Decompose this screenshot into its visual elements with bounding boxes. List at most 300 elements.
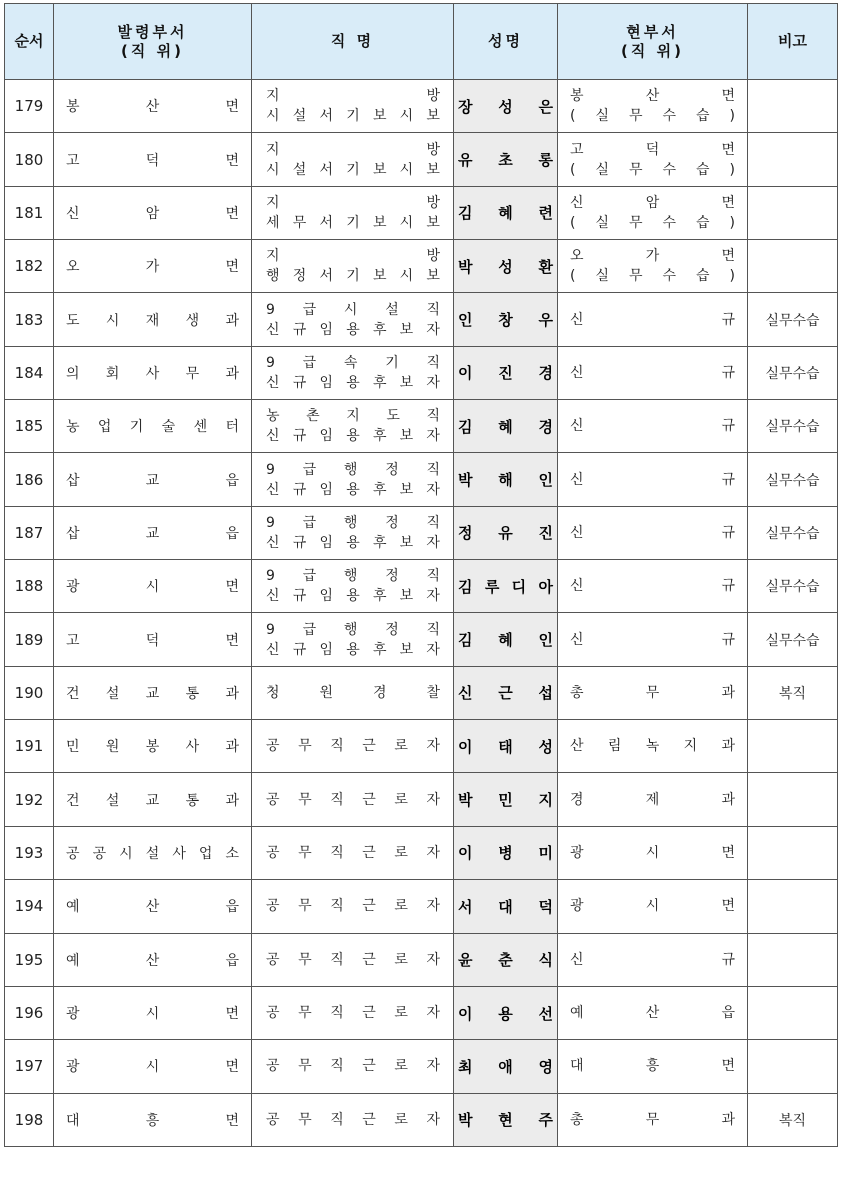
char: 설 [105,792,120,809]
table-row [5,346,838,399]
char: 과 [721,738,735,755]
current-dept-cell [558,453,748,506]
current-dept-cell [558,346,748,399]
issuing-dept [66,896,239,916]
issuing-dept-cell [54,720,252,773]
char: 지 [266,248,280,265]
char: 규 [721,418,735,435]
char: 무 [298,898,312,915]
char: 설 [145,845,160,862]
char: 습 [696,108,710,125]
person-name [458,682,553,703]
note-cell [748,1040,838,1093]
current-dept-line [570,950,735,970]
order-cell [5,880,54,933]
char: 시 [645,898,660,915]
char: 고 [570,141,584,158]
char: 교 [145,685,160,702]
char: 무 [298,791,312,808]
char: 보 [372,108,387,125]
char: 정 [385,568,399,585]
note-cell [748,560,838,613]
char: 신 [266,641,280,658]
char: 기 [346,268,360,285]
person-name [458,629,553,650]
header-issuing-dept [54,4,252,80]
current-dept-line [570,736,735,756]
char: 실 [595,214,609,231]
note-cell [748,293,838,346]
current-dept-line [570,523,735,543]
char: 원 [319,684,334,701]
char: 로 [394,898,408,915]
char: ) [729,108,735,125]
char: 디 [511,577,527,596]
char: 세 [266,214,280,231]
issuing-dept [66,1056,239,1076]
note-cell [748,773,838,826]
char: 유 [458,151,473,170]
note-text: 실무수습 [765,632,820,649]
order-number: 183 [14,310,44,329]
table-row [5,613,838,666]
current-dept-cell [558,80,748,133]
note-cell [748,933,838,986]
char: 면 [225,205,239,222]
char: 9 [266,621,275,638]
char: 보 [426,268,440,285]
char: 급 [302,301,317,318]
char: 과 [721,684,735,701]
issuing-dept [66,630,239,650]
char: 면 [721,141,735,158]
order-number: 195 [14,950,44,969]
char: 이 [458,844,473,863]
issuing-dept-cell [54,453,252,506]
current-dept-cell [558,666,748,719]
char: 산 [645,88,660,105]
issuing-dept-cell [54,613,252,666]
char: 산 [145,99,160,116]
char: ) [729,214,735,231]
char: 광 [66,1006,80,1023]
char: 농 [266,408,280,425]
char: 김 [458,577,473,596]
char: 직 [330,738,344,755]
table-row [5,80,838,133]
issuing-dept-cell [54,506,252,559]
order-number: 189 [14,630,44,649]
header-issuing-dept-line2: (직 위) [121,41,184,60]
char: 환 [538,257,553,276]
char: 시 [399,161,414,178]
char: 무 [298,738,312,755]
note-cell [748,400,838,453]
order-number: 193 [14,843,44,862]
char: 시 [645,844,660,861]
position-line [266,193,440,213]
char: 직 [426,301,440,318]
char: 농 [66,419,80,436]
char: 보 [399,534,414,551]
current-dept-cell [558,986,748,1039]
issuing-dept [66,790,239,810]
char: 사 [172,845,186,862]
char: 련 [538,204,553,223]
char: 9 [266,301,275,318]
order-number: 190 [14,683,44,702]
char: 실 [595,161,609,178]
header-order-label: 순서 [14,32,44,50]
issuing-dept [66,310,239,330]
char: 혜 [498,204,513,223]
position-cell [252,986,454,1039]
issuing-dept [66,843,239,863]
issuing-dept-cell [54,346,252,399]
char: 급 [302,568,317,585]
position-cell [252,1093,454,1146]
position-line [266,620,440,640]
order-cell [5,293,54,346]
char: 봉 [145,739,160,756]
char: 자 [426,791,440,808]
name-cell [454,506,558,559]
note-text: 실무수습 [765,365,820,382]
current-dept-cell [558,613,748,666]
char: 규 [721,578,735,595]
char: 규 [292,588,307,605]
issuing-dept [66,96,239,116]
char: 진 [538,524,553,543]
char: 업 [97,419,112,436]
table-row [5,933,838,986]
position-line [266,246,440,266]
char: 과 [225,685,239,702]
char: 수 [662,268,677,285]
char: 성 [498,257,513,276]
order-number: 191 [14,737,44,756]
char: 자 [426,1058,440,1075]
issuing-dept [66,523,239,543]
char: ( [570,161,576,178]
char: 설 [105,685,120,702]
order-cell [5,560,54,613]
char: 신 [570,578,584,595]
char: 지 [538,791,553,810]
note-cell [748,506,838,559]
char: 선 [538,1004,553,1023]
char: 근 [498,684,513,703]
char: 직 [426,408,440,425]
char: 습 [696,161,710,178]
name-cell [454,826,558,879]
char: 사 [145,365,160,382]
header-row [5,4,838,80]
char: 신 [570,951,584,968]
char: 임 [319,534,333,551]
char: 자 [426,588,440,605]
char: 인 [538,631,553,650]
char: 수 [662,108,677,125]
person-name [458,896,553,917]
char: 시 [145,579,160,596]
char: 보 [399,374,414,391]
note-cell [748,80,838,133]
name-cell [454,133,558,186]
char: 광 [570,844,584,861]
char: 사 [185,739,200,756]
char: 급 [302,461,317,478]
current-dept-line [570,213,735,233]
char: 서 [458,897,473,916]
char: 정 [292,268,307,285]
issuing-dept-cell [54,933,252,986]
char: 신 [570,364,584,381]
char: 무 [628,108,643,125]
char: 로 [394,1111,408,1128]
issuing-dept [66,683,239,703]
char: 창 [498,311,513,330]
name-cell [454,186,558,239]
char: 시 [145,1006,160,1023]
char: 경 [570,791,584,808]
char: 읍 [225,525,239,542]
personnel-table [4,3,838,1147]
char: 방 [426,194,440,211]
note-text: 실무수습 [765,579,820,596]
note-cell [748,666,838,719]
current-dept-line [570,310,735,330]
char: 영 [538,1057,553,1076]
order-number: 180 [14,150,44,169]
char: 직 [426,461,440,478]
current-dept-line [570,1056,735,1076]
issuing-dept [66,416,239,436]
char: 장 [458,97,473,116]
table-row [5,240,838,293]
char: 면 [225,99,239,116]
table-body [5,80,838,1147]
position-line [266,513,440,533]
position-cell [252,666,454,719]
char: ) [729,161,735,178]
char: 행 [266,268,280,285]
char: 시 [399,268,414,285]
char: 공 [266,951,280,968]
current-dept-line [570,106,735,126]
order-cell [5,773,54,826]
order-number: 197 [14,1057,44,1076]
char: 아 [538,577,553,596]
position-cell [252,133,454,186]
position-line [266,566,440,586]
char: 9 [266,568,275,585]
header-name-label: 성명 [488,32,523,50]
char: 면 [721,88,735,105]
note-cell [748,186,838,239]
char: 총 [570,684,584,701]
char: 직 [330,791,344,808]
char: 근 [362,1005,376,1022]
char: 암 [145,205,160,222]
char: 방 [426,248,440,265]
char: 근 [362,898,376,915]
char: 대 [498,897,513,916]
order-cell [5,720,54,773]
note-cell [748,453,838,506]
char: 루 [484,577,500,596]
note-cell [748,826,838,879]
issuing-dept [66,203,239,223]
position-line [266,950,440,970]
char: 기 [129,419,144,436]
order-cell [5,506,54,559]
table-row [5,133,838,186]
current-dept-cell [558,186,748,239]
char: 정 [458,524,473,543]
issuing-dept [66,363,239,383]
current-dept-cell [558,400,748,453]
char: 자 [426,844,440,861]
current-dept-line [570,140,735,160]
issuing-dept-cell [54,240,252,293]
order-number: 198 [14,1110,44,1129]
issuing-dept [66,736,239,756]
char: 면 [721,194,735,211]
char: 근 [362,951,376,968]
order-cell [5,133,54,186]
char: 회 [105,365,120,382]
person-name [458,362,553,383]
char: 초 [498,151,513,170]
char: 혜 [498,631,513,650]
char: 민 [498,791,513,810]
char: 로 [394,844,408,861]
char: 방 [426,88,440,105]
char: 교 [145,792,160,809]
char: 지 [266,88,280,105]
issuing-dept-cell [54,80,252,133]
position-line [266,300,440,320]
char: 보 [426,108,440,125]
current-dept-line [570,576,735,596]
char: 미 [538,844,553,863]
char: 자 [426,641,440,658]
char: 주 [538,1111,553,1130]
char: 태 [498,737,513,756]
char: 공 [266,791,280,808]
issuing-dept [66,1110,239,1130]
name-cell [454,1040,558,1093]
char: 후 [372,481,387,498]
char: 섭 [538,684,553,703]
char: 직 [330,844,344,861]
note-text: 실무수습 [765,525,820,542]
char: 규 [721,311,735,328]
char: 공 [266,1111,280,1128]
char: 도 [66,312,80,329]
order-number: 194 [14,897,44,916]
char: 암 [645,194,660,211]
char: 시 [399,108,414,125]
current-dept-line [570,1110,735,1130]
char: 신 [266,534,280,551]
char: 직 [426,621,440,638]
char: 면 [225,152,239,169]
char: 규 [721,631,735,648]
char: 신 [266,374,280,391]
note-cell [748,133,838,186]
issuing-dept-cell [54,773,252,826]
char: 로 [394,1005,408,1022]
char: 자 [426,321,440,338]
position-cell [252,400,454,453]
char: 근 [362,844,376,861]
name-cell [454,560,558,613]
person-name [458,1003,553,1024]
char: 근 [362,738,376,755]
char: 9 [266,514,275,531]
char: 과 [225,739,239,756]
char: 용 [346,428,360,445]
position-cell [252,613,454,666]
char: 공 [266,738,280,755]
char: 자 [426,428,440,445]
char: 보 [372,161,387,178]
char: 공 [266,844,280,861]
issuing-dept-cell [54,986,252,1039]
current-dept-line [570,160,735,180]
char: 임 [319,428,333,445]
current-dept-cell [558,133,748,186]
position-line [266,160,440,180]
char: 인 [538,471,553,490]
order-cell [5,666,54,719]
char: 면 [225,579,239,596]
char: 병 [498,844,513,863]
char: 자 [426,951,440,968]
char: 무 [298,951,312,968]
char: 흥 [645,1058,660,1075]
char: 규 [721,364,735,381]
order-cell [5,186,54,239]
char: 이 [458,364,473,383]
char: 신 [570,471,584,488]
char: 신 [570,631,584,648]
issuing-dept-cell [54,133,252,186]
char: 녹 [645,738,660,755]
char: 보 [426,214,440,231]
char: 용 [346,374,360,391]
char: 용 [346,641,360,658]
order-number: 187 [14,523,44,542]
char: 가 [645,248,660,265]
position-line [266,106,440,126]
char: 롱 [538,151,553,170]
char: 경 [538,417,553,436]
char: 산 [145,952,160,969]
char: 방 [426,141,440,158]
issuing-dept-cell [54,826,252,879]
issuing-dept-cell [54,1040,252,1093]
char: 인 [458,311,473,330]
current-dept-cell [558,1040,748,1093]
note-cell [748,346,838,399]
position-line [266,533,440,553]
person-name [458,1056,553,1077]
char: 김 [458,204,473,223]
char: 근 [362,791,376,808]
